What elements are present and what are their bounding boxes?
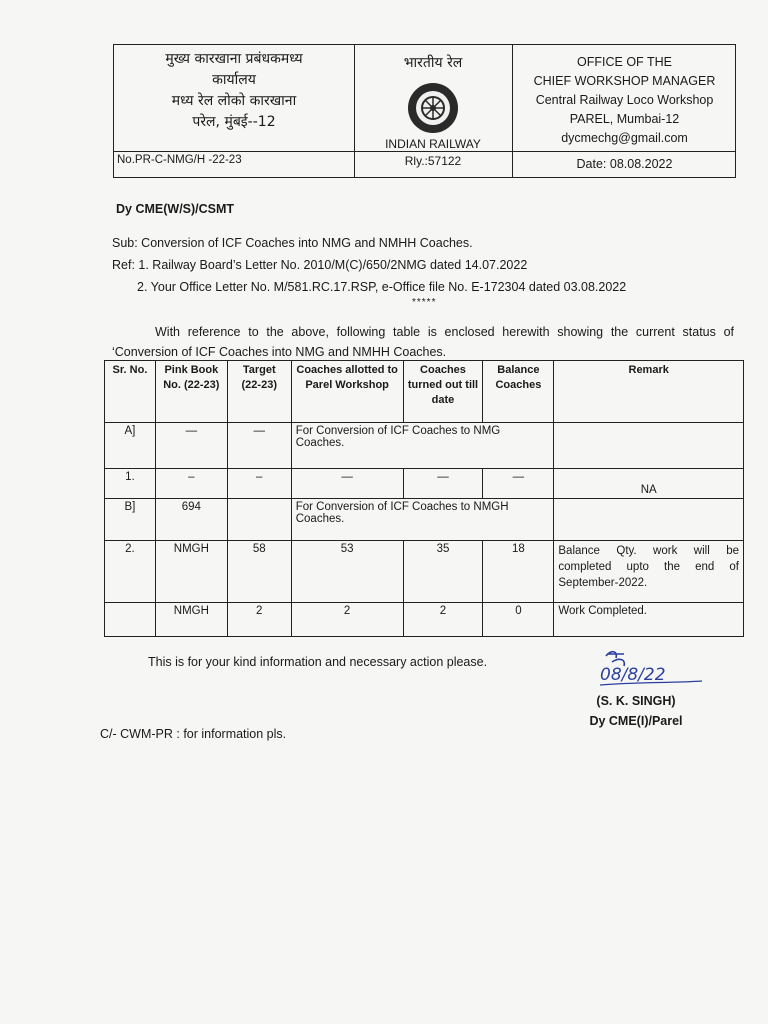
cell-pink: NMGH bbox=[155, 541, 227, 603]
copy-to: C/- CWM-PR : for information pls. bbox=[100, 727, 287, 741]
header-sr-no: Sr. No. bbox=[105, 361, 156, 423]
reference-2: 2. Your Office Letter No. M/581.RC.17.RSP, e-Office file No. E-172304 dated 03.08.2022 bbox=[137, 280, 627, 294]
office-line: CHIEF WORKSHOP MANAGER bbox=[533, 74, 716, 88]
cell-target: – bbox=[227, 469, 291, 499]
cell-remark bbox=[554, 499, 744, 541]
hindi-line: परेल, मुंबई--12 bbox=[192, 114, 276, 130]
cell-sr: A] bbox=[105, 423, 156, 469]
signature-date: 08/8/22 bbox=[600, 665, 666, 685]
addressee: Dy CME(W/S)/CSMT bbox=[116, 202, 235, 216]
header-target: Target (22-23) bbox=[227, 361, 291, 423]
cell-remark: Work Completed. bbox=[554, 603, 744, 637]
hindi-office-address bbox=[114, 49, 354, 133]
cell-section-title: For Conversion of ICF Coaches to NMG Coaches. bbox=[291, 423, 554, 469]
cell-pink: — bbox=[155, 423, 227, 469]
cell-section-title: For Conversion of ICF Coaches to NMGH Coaches. bbox=[291, 499, 554, 541]
cell-balance: 18 bbox=[483, 541, 554, 603]
letter-date: Date: 08.08.2022 bbox=[576, 157, 673, 171]
railway-name: INDIAN RAILWAY bbox=[385, 137, 481, 151]
header-balance: Balance Coaches bbox=[483, 361, 554, 423]
cell-sr: B] bbox=[105, 499, 156, 541]
reference-number: No.PR-C-NMG/H -22-23 bbox=[117, 154, 242, 166]
signatory-name: (S. K. SINGH) bbox=[596, 694, 676, 708]
cell-turned: — bbox=[403, 469, 483, 499]
header-allotted: Coaches allotted to Parel Workshop bbox=[291, 361, 403, 423]
office-email: dycmechg@gmail.com bbox=[561, 131, 688, 145]
header-pink-book: Pink Book No. (22-23) bbox=[155, 361, 227, 423]
table-header-row bbox=[105, 361, 744, 423]
cell-remark bbox=[554, 423, 744, 469]
cell-allotted: 2 bbox=[291, 603, 403, 637]
cell-sr: 1. bbox=[105, 469, 156, 499]
table-row bbox=[105, 423, 744, 469]
table-row bbox=[105, 541, 744, 603]
cell-pink: – bbox=[155, 469, 227, 499]
railway-phone-number: Rly.:57122 bbox=[404, 154, 462, 168]
table-row bbox=[105, 469, 744, 499]
table-row bbox=[105, 499, 744, 541]
body-paragraph: With reference to the above, following table is enclosed herewith showing the current status of ‘Conversion of ICF Coaches into NMG and NMHH Coaches. bbox=[112, 325, 734, 359]
cell-sr bbox=[105, 603, 156, 637]
status-table bbox=[104, 360, 744, 637]
cell-balance: 0 bbox=[483, 603, 554, 637]
reference-1: Ref: 1. Railway Board’s Letter No. 2010/M(C)/650/2NMG dated 14.07.2022 bbox=[112, 258, 528, 272]
english-office-address bbox=[512, 53, 737, 148]
cell-turned: 35 bbox=[403, 541, 483, 603]
indian-railway-emblem-icon bbox=[406, 81, 460, 135]
office-line: OFFICE OF THE bbox=[577, 55, 672, 69]
cell-remark: Balance Qty. work will be completed upto the end of September-2022. bbox=[554, 541, 744, 603]
cell-turned: 2 bbox=[403, 603, 483, 637]
office-line: PAREL, Mumbai-12 bbox=[569, 112, 680, 126]
table-row bbox=[105, 603, 744, 637]
subject-line: Sub: Conversion of ICF Coaches into NMG and NMHH Coaches. bbox=[112, 236, 473, 250]
divider bbox=[114, 151, 735, 152]
hindi-railway-title: भारतीय रेल bbox=[403, 55, 463, 71]
hindi-line: कार्यालय bbox=[212, 72, 256, 88]
cell-balance: — bbox=[483, 469, 554, 499]
hindi-line: मध्य रेल लोको कारखाना bbox=[171, 93, 297, 109]
cell-target: 58 bbox=[227, 541, 291, 603]
office-line: Central Railway Loco Workshop bbox=[535, 93, 714, 107]
cell-allotted: 53 bbox=[291, 541, 403, 603]
signatory-designation: Dy CME(I)/Parel bbox=[589, 714, 683, 728]
cell-target bbox=[227, 499, 291, 541]
cell-remark: NA bbox=[554, 469, 744, 499]
header-turned-out: Coaches turned out till date bbox=[403, 361, 483, 423]
header-remark: Remark bbox=[554, 361, 744, 423]
cell-target: — bbox=[227, 423, 291, 469]
cell-sr: 2. bbox=[105, 541, 156, 603]
cell-pink: NMGH bbox=[155, 603, 227, 637]
closing-line: This is for your kind information and necessary action please. bbox=[148, 655, 488, 669]
cell-target: 2 bbox=[227, 603, 291, 637]
letterhead bbox=[113, 44, 736, 178]
cell-allotted: — bbox=[291, 469, 403, 499]
cell-pink: 694 bbox=[155, 499, 227, 541]
hindi-line: मुख्य कारखाना प्रबंधकमध्य bbox=[165, 51, 303, 67]
separator-stars: ***** bbox=[412, 297, 437, 308]
handwritten-signature bbox=[594, 648, 706, 688]
